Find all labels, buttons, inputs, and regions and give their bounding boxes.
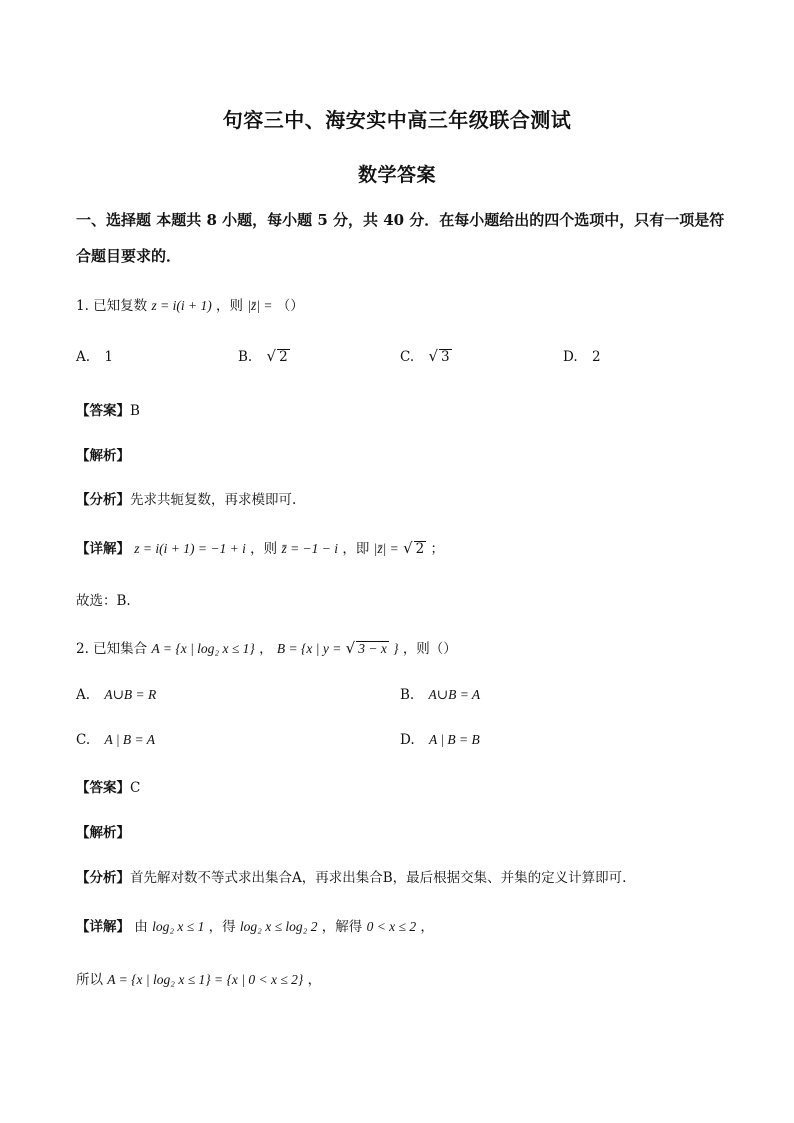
fenxi-tag: 【分析】 [76, 870, 130, 886]
xiangjie-tag: 【详解】 [76, 919, 130, 935]
fenxi-text: 先求共轭复数，再求模即可. [130, 492, 297, 508]
question-2-set-a: A = {x | log₂ x ≤ 1} [151, 641, 255, 656]
question-1-mid: ，则 [215, 298, 243, 314]
option-b-label: B. [238, 349, 253, 365]
question-1-prefix: 1. 已知复数 [76, 298, 148, 314]
document-title: 句容三中、海安实中高三年级联合测试 [222, 108, 572, 132]
question-2-stem [76, 637, 457, 657]
option-b-value: 2 [279, 349, 288, 365]
option-c-value: A | B = A [104, 732, 156, 747]
suoyi-text: 所以 [76, 972, 103, 988]
section-heading: 一、选择题 本题共 8 小题，每小题 5 分，共 40 分．在每小题给出的四个选项中，只有一项是符合题目要求的． [76, 211, 725, 265]
xiangjie-mid-2: ，即 [342, 541, 370, 557]
xiangjie-expr-1: z = i(i + 1) = −1 + i [134, 541, 246, 556]
option-b-label: B. [400, 687, 415, 703]
answer-line-1 [76, 399, 140, 419]
answer-line-2 [76, 776, 140, 796]
option-b [400, 687, 480, 703]
analysis-tag-1: 【解析】 [76, 448, 130, 464]
sqrt-symbol: √ 3 − x [345, 639, 387, 657]
xiangjie-end: ； [430, 541, 445, 557]
option-a-value: A∪B = R [104, 687, 157, 702]
answer-tag: 【答案】 [76, 780, 130, 796]
answer-tag: 【答案】 [76, 403, 130, 419]
option-d-label: D. [400, 732, 415, 748]
fenxi-line-1 [76, 488, 296, 508]
option-d [400, 732, 480, 748]
question-2-set-b-post: } [393, 641, 399, 656]
sqrt-symbol: √ 2 [266, 347, 288, 365]
option-d-label: D. [563, 349, 578, 365]
option-c [400, 347, 452, 365]
option-b [238, 347, 290, 365]
sqrt-symbol: √ 3 [428, 347, 450, 365]
suoyi-end: ， [307, 972, 322, 988]
xiangjie-expr-3: |z̄| = [373, 541, 399, 556]
option-a [76, 349, 113, 365]
option-c-label: C. [400, 349, 415, 365]
analysis-tag-2: 【解析】 [76, 825, 130, 841]
option-c-label: C. [76, 732, 91, 748]
option-b-value: A∪B = A [428, 687, 481, 702]
question-2-set-b-pre: B = {x | y = [276, 641, 342, 656]
fenxi-line-2 [76, 866, 626, 886]
xiangjie-tag: 【详解】 [76, 541, 130, 557]
option-c [76, 732, 155, 748]
option-c-value: 3 [441, 349, 450, 365]
question-2-prefix: 2. 已知集合 [76, 641, 148, 657]
option-d [563, 349, 601, 365]
fenxi-tag: 【分析】 [76, 492, 130, 508]
option-a-label: A. [76, 349, 91, 365]
xiangjie-text-2: ，得 [208, 919, 236, 935]
xiangjie-sqrt-value: 2 [415, 541, 425, 557]
option-d-value: 2 [591, 349, 601, 365]
option-a-value: 1 [104, 349, 113, 365]
xiangjie-text-1: 由 [134, 919, 148, 935]
question-1-expr-z: z = i(i + 1) [151, 298, 212, 313]
sqrt-symbol: √ 2 [403, 539, 425, 557]
question-1-expr-abs: |z̄| = [247, 298, 273, 313]
xiangjie-text-4: ， [420, 919, 434, 935]
option-a-label: A. [76, 687, 91, 703]
suoyi-expr: A = {x | log₂ x ≤ 1} = {x | 0 < x ≤ 2} [107, 972, 304, 987]
xiangjie-line-1 [76, 537, 444, 557]
xiangjie-expr-2: z̄ = −1 − i [281, 541, 339, 556]
question-1-stem [76, 294, 304, 314]
answer-value: C [130, 780, 141, 796]
question-2-comma: ， [259, 641, 273, 657]
xiangjie-expr-1: log₂ x ≤ 1 [152, 919, 205, 934]
fenxi-text: 首先解对数不等式求出集合A，再求出集合B，最后根据交集、并集的定义计算即可. [130, 870, 627, 886]
suoyi-line [76, 968, 321, 988]
option-a [76, 687, 156, 703]
xiangjie-expr-3: 0 < x ≤ 2 [366, 919, 417, 934]
question-2-set-b-sqrt: 3 − x [358, 641, 387, 656]
xiangjie-line-2 [76, 915, 434, 935]
question-1-suffix: （） [276, 298, 304, 314]
xiangjie-text-3: ，解得 [321, 919, 363, 935]
xiangjie-mid-1: ，则 [250, 541, 278, 557]
choose-line-1: 故选：B. [76, 593, 131, 609]
option-d-value: A | B = B [428, 732, 480, 747]
document-subtitle: 数学答案 [357, 164, 436, 186]
xiangjie-expr-2: log₂ x ≤ log₂ 2 [239, 919, 318, 934]
question-2-suffix: ，则（） [402, 641, 457, 657]
answer-value: B [130, 403, 140, 419]
